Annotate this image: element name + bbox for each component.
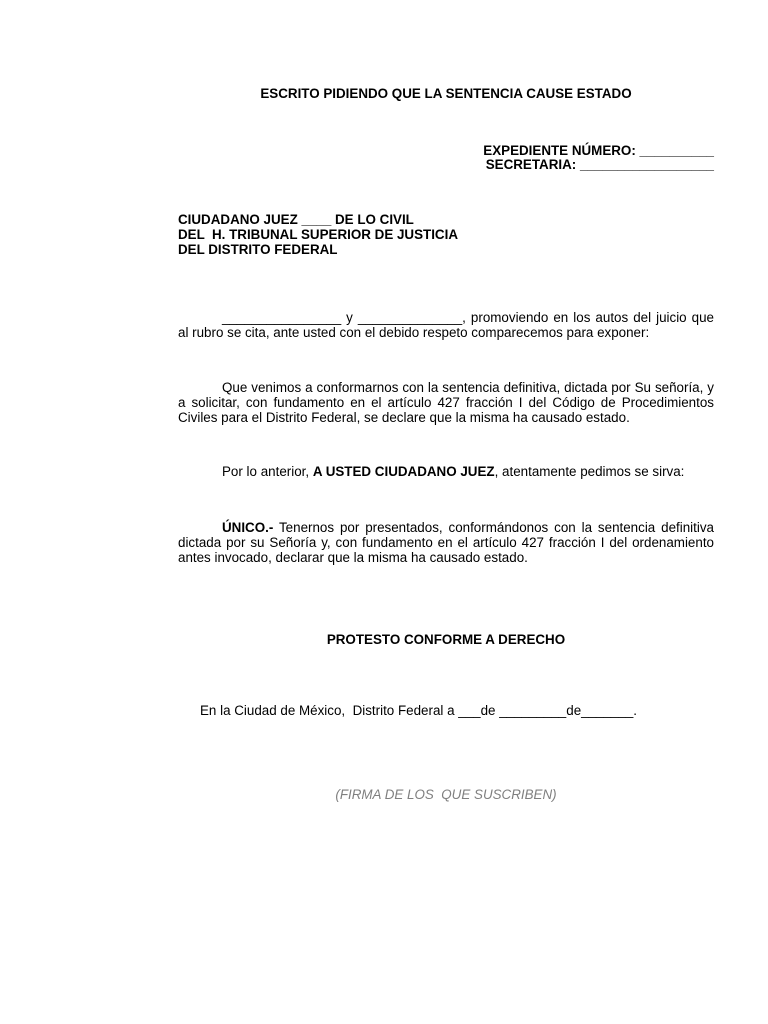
unico-label: ÚNICO.- [222,520,274,535]
intro-paragraph: ________________ y ______________, promoviendo en los autos del juicio que al rubro se cita, ante usted con el debido respeto comparecemos para exponer: [178,310,714,340]
request-text-before: Por lo anterior, [222,464,313,479]
secretaria-line: SECRETARIA: __________________ [485,157,714,172]
addressee-line: CIUDADANO JUEZ ____ DE LO CIVIL [178,212,414,227]
unico-paragraph [178,520,714,565]
protesto-heading: PROTESTO CONFORME A DERECHO [326,632,566,647]
request-addressee: A USTED CIUDADANO JUEZ [312,464,495,479]
request-text-after: , atentamente pedimos se sirva: [494,464,685,479]
unico-text: Tenernos por presentados, conformándonos con la sentencia definitiva dictada por su Señoría y, con fundamento en el artículo 427 fracción I del ordenamiento antes invocado, declarar que la misma ha causado estado. [178,520,714,565]
signature-line: (FIRMA DE LOS QUE SUSCRIBEN) [335,787,557,802]
body-paragraph: Que venimos a conformarnos con la sentencia definitiva, dictada por Su señoría, y a solicitar, con fundamento en el artículo 427 fracción I del Código de Procedimientos Civiles para el Distrito Federal, se declare que la misma ha causado estado. [178,380,714,425]
document-title: ESCRITO PIDIENDO QUE LA SENTENCIA CAUSE ESTADO [260,86,632,101]
expediente-line: EXPEDIENTE NÚMERO: __________ [483,143,714,158]
addressee-block [178,212,458,257]
place-date-line: En la Ciudad de México, Distrito Federal a ___de _________de_______. [200,703,637,718]
addressee-line: DEL DISTRITO FEDERAL [178,242,338,257]
addressee-line: DEL H. TRIBUNAL SUPERIOR DE JUSTICIA [178,227,458,242]
request-paragraph [178,464,714,479]
